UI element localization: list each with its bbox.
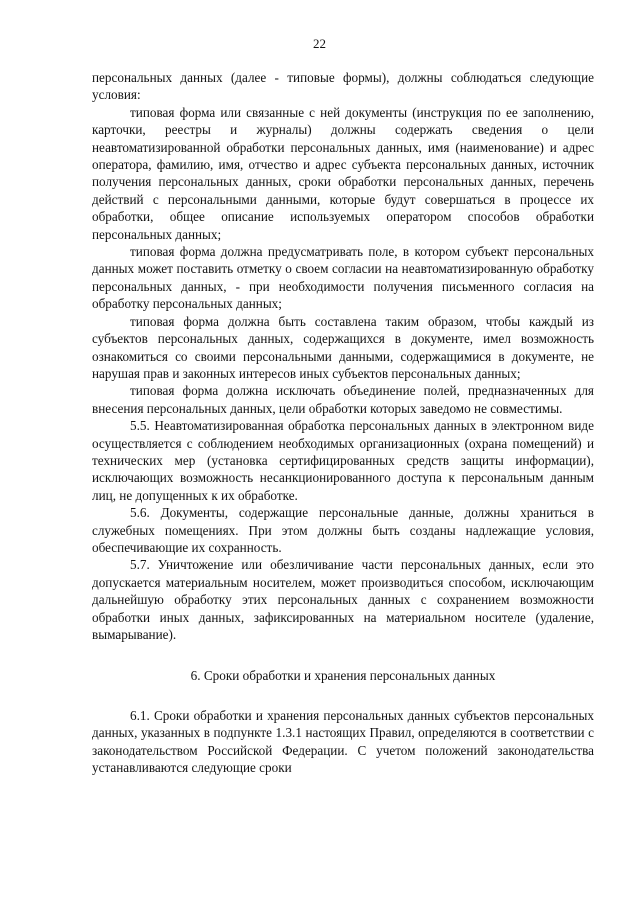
document-body (92, 69, 594, 776)
paragraph-subject-access: типовая форма должна быть составлена таким образом, чтобы каждый из субъектов персональных данных, содержащихся в документе, имел возможность ознакомиться со своими персональными данными, содержащимися в документе, не нарушая прав и законных интересов иных субъектов персональных данных; (92, 313, 594, 381)
paragraph-6-1: 6.1. Сроки обработки и хранения персональных данных субъектов персональных данных, указанных в подпункте 1.3.1 настоящих Правил, определяются в соответствии с законодательством Российской Федерации. С учетом положений законодательства устанавливаются следующие сроки (92, 707, 594, 776)
section-6-title: 6. Сроки обработки и хранения персональных данных (190, 668, 496, 684)
paragraph-5-6: 5.6. Документы, содержащие персональные данные, должны храниться в служебных помещениях. При этом должны быть созданы надлежащие условия, обеспечивающие их сохранность. (92, 505, 594, 555)
paragraph-5-5: 5.5. Неавтоматизированная обработка персональных данных в электронном виде осуществляется с соблюдением необходимых организационных (охрана помещений) и технических мер (установка сертифицированных средств защиты информации), исключающих возможность несанкционированного доступа к персональным данным лиц, не допущенных к их обработке. (92, 418, 594, 503)
page-number: 22 (313, 36, 326, 51)
paragraph-consent-field: типовая форма должна предусматривать поле, в котором субъект персональных данных может поставить отметку о своем согласии на неавтоматизированную обработку персональных данных, - при необходимости получения письменного согласия на обработку персональных данных; (92, 244, 594, 312)
paragraph-5-7: 5.7. Уничтожение или обезличивание части персональных данных, если это допускается материальным носителем, может производиться способом, исключающим дальнейшую обработку этих персональных данных с сохранением возможности обработки иных данных, зафиксированных на материальном носителе (удаление, вымарывание). (92, 557, 594, 642)
paragraph-form-content-requirements: типовая форма или связанные с ней документы (инструкция по ее заполнению, карточки, реестры и журналы) должны содержать сведения о цели неавтоматизированной обработки персональных данных, имя (наименование) и адрес оператора, фамилию, имя, отчество и адрес субъекта персональных данных, источник получения персональных данных, сроки обработки персональных данных, перечень действий с персональными данными, которые будут совершаться в процессе их обработки, общее описание используемых оператором способов обработки персональных данных; (92, 104, 594, 242)
paragraph-field-separation: типовая форма должна исключать объединение полей, предназначенных для внесения персональных данных, цели обработки которых заведомо не совместимы. (92, 383, 594, 416)
paragraph-typical-forms-intro: персональных данных (далее - типовые формы), должны соблюдаться следующие условия: (92, 70, 594, 103)
